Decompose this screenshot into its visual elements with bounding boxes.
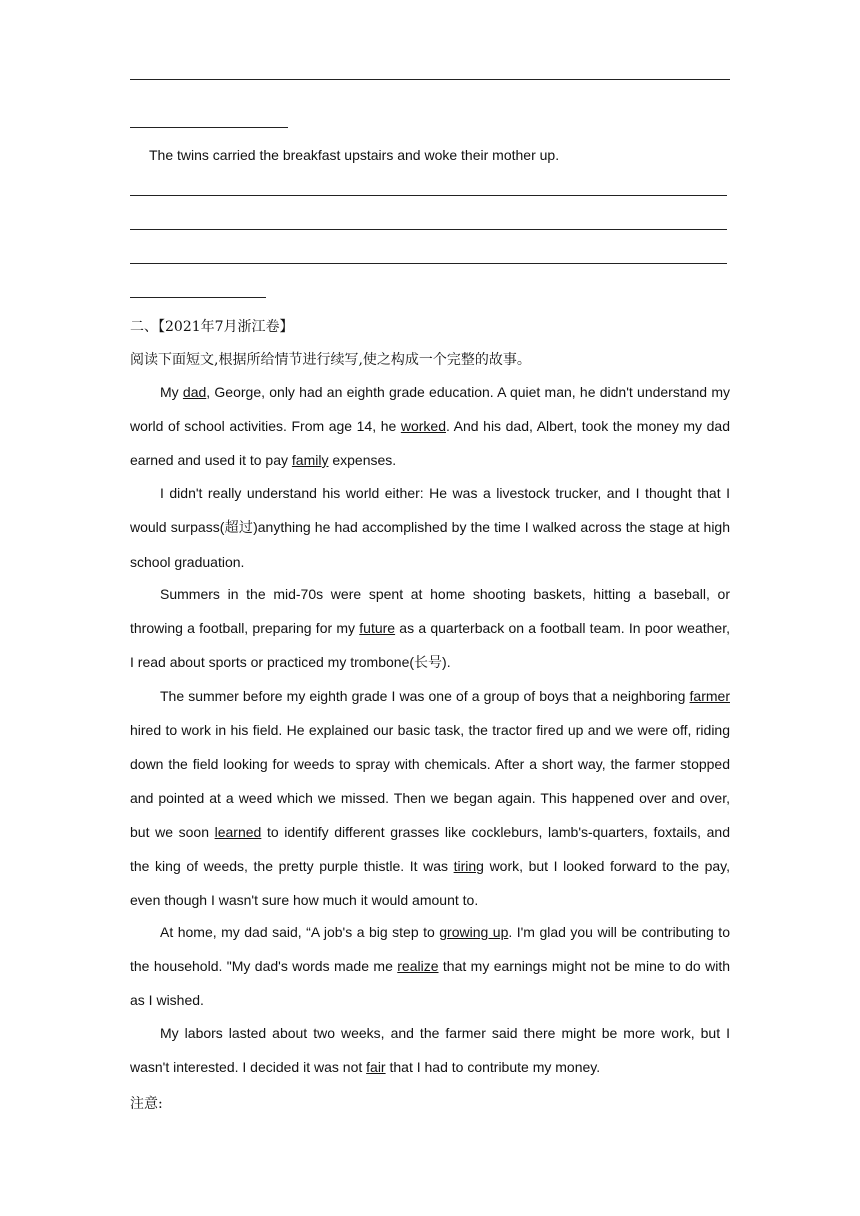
paragraph-3: Summers in the mid-70s were spent at home shooting baskets, hitting a baseball, or throwing a football, preparing for my future as a quarterback on a football team. In poor weather, I read about sports or practiced my trombone(长号). xyxy=(130,586,730,671)
underlined-word: family xyxy=(291,452,329,468)
paragraph-1: My dad, George, only had an eighth grade education. A quiet man, he didn't understand my world of school activities. From age 14, he worked. And his dad, Albert, took the money my dad earned and used it to pay family expenses. xyxy=(130,384,730,468)
underlined-word: dad xyxy=(182,384,207,400)
underlined-word: growing up xyxy=(439,924,509,940)
answer-line xyxy=(130,195,727,196)
underlined-word: learned xyxy=(214,824,262,840)
answer-line xyxy=(130,79,730,80)
underlined-word: future xyxy=(359,620,396,636)
section-title: 二、【2021年7月浙江卷】 xyxy=(130,319,294,335)
paragraph-4: The summer before my eighth grade I was one of a group of boys that a neighboring farmer hired to work in his field. He explained our basic task, the tractor fired up and we were off, riding down the field looking for weeds to spray with chemicals. After a short way, the farmer stopped and pointed at a weed which we missed. Then we began again. This happened over and over, but we soon learned to identify different grasses like cockleburs, lamb's-quarters, foxtails, and the king of weeds, the pretty purple thistle. It was tiring work, but I looked forward to the pay, even though I wasn't sure how much it would amount to. xyxy=(130,688,731,908)
underlined-word: realize xyxy=(397,958,439,974)
underlined-word: tiring xyxy=(453,858,484,874)
answer-line xyxy=(130,127,288,128)
instruction: 阅读下面短文,根据所给情节进行续写,使之构成一个完整的故事。 xyxy=(130,352,531,368)
note-label: 注意: xyxy=(130,1096,163,1112)
underlined-word: worked xyxy=(400,418,446,434)
underlined-word: fair xyxy=(366,1059,386,1075)
given-sentence: The twins carried the breakfast upstairs and woke their mother up. xyxy=(149,147,560,163)
answer-line xyxy=(130,297,266,298)
paragraph-5: At home, my dad said, “A job's a big step to growing up. I'm glad you will be contributing to the household. "My dad's words made me realize that my earnings might not be mine to do with as I wished. xyxy=(130,924,731,1008)
answer-line xyxy=(130,263,727,264)
paragraph-2: I didn't really understand his world either: He was a livestock trucker, and I thought that I would surpass(超过)anything he had accomplished by the time I walked across the stage at high school graduation. xyxy=(130,485,730,570)
paragraph-6: My labors lasted about two weeks, and the farmer said there might be more work, but I wasn't interested. I decided it was not fair that I had to contribute my money. xyxy=(130,1025,730,1075)
answer-line xyxy=(130,229,727,230)
underlined-word: farmer xyxy=(689,688,730,704)
